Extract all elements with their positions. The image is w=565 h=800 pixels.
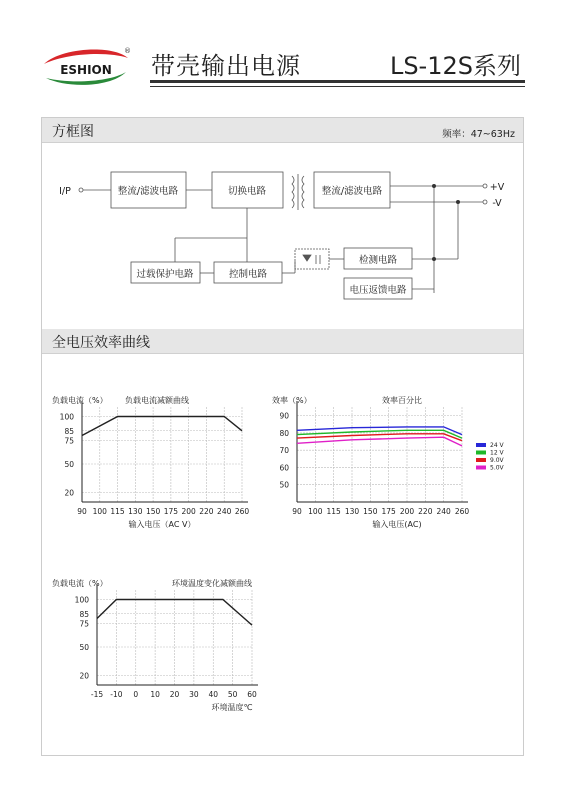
chart-0 bbox=[52, 395, 249, 529]
y-axis-label: 负载电流（%） bbox=[52, 396, 108, 405]
model-name: LS-12S系列 bbox=[389, 52, 521, 80]
logo-text: ESHION bbox=[60, 63, 112, 77]
x-tick-label: 220 bbox=[199, 507, 214, 516]
y-tick-label: 50 bbox=[279, 480, 289, 490]
x-tick-label: 90 bbox=[77, 507, 87, 516]
x-tick-label: 40 bbox=[208, 690, 219, 699]
chart-title: 效率百分比 bbox=[382, 396, 422, 405]
x-tick-label: -10 bbox=[110, 690, 123, 699]
x-axis-label: 输入电压(AC) bbox=[372, 520, 422, 529]
output-plus-label: +V bbox=[489, 182, 505, 193]
switching-label: 切换电路 bbox=[227, 186, 267, 197]
y-tick-label: 85 bbox=[64, 426, 74, 436]
control-label: 控制电路 bbox=[228, 269, 268, 280]
y-tick-label: 75 bbox=[79, 619, 89, 629]
feedback-label: 电压返馈电路 bbox=[349, 285, 407, 296]
legend-swatch bbox=[476, 443, 486, 447]
y-tick-label: 50 bbox=[64, 460, 74, 469]
y-tick-label: 100 bbox=[74, 595, 89, 605]
overload-label: 过载保护电路 bbox=[136, 269, 194, 280]
y-tick-label: 90 bbox=[279, 411, 289, 421]
x-tick-label: 175 bbox=[381, 507, 396, 516]
x-tick-label: -15 bbox=[90, 690, 104, 699]
header-rule-thick bbox=[150, 80, 525, 83]
x-tick-label: 0 bbox=[133, 690, 139, 699]
rectifier-in-label: 整流/滤波电路 bbox=[117, 186, 179, 197]
y-tick-label: 75 bbox=[64, 436, 74, 446]
series-line-3 bbox=[297, 437, 462, 446]
eshion-logo bbox=[40, 44, 132, 90]
legend-label: 12 V bbox=[490, 449, 504, 457]
series-line-0 bbox=[82, 417, 242, 436]
block-diagram-title: 方框图 bbox=[52, 124, 94, 140]
x-tick-label: 90 bbox=[292, 507, 302, 516]
output-minus-label: -V bbox=[492, 198, 502, 209]
block-diagram bbox=[42, 143, 523, 323]
y-tick-label: 20 bbox=[79, 671, 89, 681]
x-tick-label: 30 bbox=[189, 690, 199, 699]
input-label: I/P bbox=[59, 186, 71, 197]
x-tick-label: 150 bbox=[145, 507, 161, 516]
x-tick-label: 150 bbox=[363, 507, 378, 516]
x-tick-label: 115 bbox=[110, 507, 125, 516]
x-tick-label: 260 bbox=[234, 507, 250, 516]
x-tick-label: 130 bbox=[344, 507, 360, 516]
frequency-label: 频率：47~63Hz bbox=[442, 129, 515, 140]
optocoupler-block bbox=[295, 249, 329, 269]
product-title: 带壳输出电源 bbox=[151, 52, 301, 80]
x-axis-label: 环境温度℃ bbox=[211, 703, 253, 712]
legend-swatch bbox=[476, 466, 486, 470]
chart-2 bbox=[52, 578, 258, 712]
charts-top bbox=[42, 385, 523, 535]
y-tick-label: 20 bbox=[64, 488, 74, 498]
x-tick-label: 50 bbox=[227, 690, 238, 699]
chart-title: 负载电流减额曲线 bbox=[125, 396, 189, 405]
x-tick-label: 100 bbox=[308, 507, 323, 516]
rectifier-out-label: 整流/滤波电路 bbox=[321, 186, 383, 197]
x-tick-label: 175 bbox=[163, 507, 179, 516]
x-tick-label: 200 bbox=[399, 507, 415, 516]
y-tick-label: 70 bbox=[279, 446, 289, 456]
legend-label: 5.0V bbox=[490, 464, 504, 472]
y-tick-label: 50 bbox=[79, 643, 89, 652]
x-tick-label: 220 bbox=[418, 507, 433, 516]
y-tick-label: 85 bbox=[79, 609, 89, 619]
legend-swatch bbox=[476, 451, 486, 455]
detection-label: 检测电路 bbox=[358, 255, 398, 266]
x-tick-label: 200 bbox=[181, 507, 196, 516]
x-tick-label: 115 bbox=[326, 507, 341, 516]
x-tick-label: 130 bbox=[128, 507, 143, 516]
x-tick-label: 240 bbox=[217, 507, 232, 516]
y-tick-label: 80 bbox=[279, 428, 289, 438]
x-tick-label: 100 bbox=[92, 507, 107, 516]
x-axis-label: 输入电压（AC V） bbox=[128, 520, 196, 529]
y-axis-label: 效率（%） bbox=[272, 396, 312, 405]
legend-label: 24 V bbox=[490, 442, 504, 449]
x-tick-label: 10 bbox=[150, 690, 160, 699]
y-tick-label: 60 bbox=[279, 463, 289, 473]
charts-bottom bbox=[42, 570, 523, 720]
y-axis-label: 负载电流（%） bbox=[52, 579, 108, 588]
chart-1 bbox=[272, 395, 505, 529]
x-tick-label: 240 bbox=[436, 507, 451, 516]
legend-swatch bbox=[476, 458, 486, 462]
y-tick-label: 100 bbox=[59, 412, 74, 422]
legend-label: 9.0V bbox=[490, 457, 504, 464]
efficiency-title: 全电压效率曲线 bbox=[52, 335, 150, 351]
x-tick-label: 260 bbox=[454, 507, 470, 516]
x-tick-label: 60 bbox=[247, 690, 257, 699]
chart-title: 环境温度变化减额曲线 bbox=[172, 579, 252, 588]
header-rule-thin bbox=[150, 86, 525, 87]
x-tick-label: 20 bbox=[169, 690, 180, 699]
registered-mark: ® bbox=[124, 47, 131, 55]
